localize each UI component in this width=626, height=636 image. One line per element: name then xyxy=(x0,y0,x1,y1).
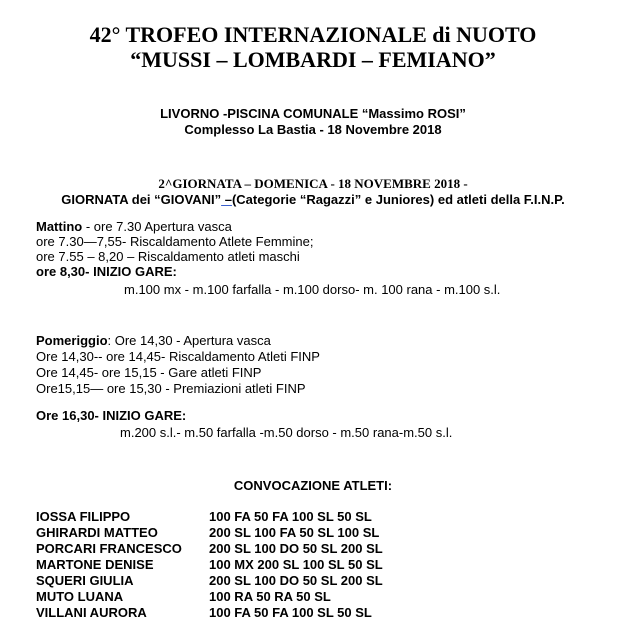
day-subheading-dash: – xyxy=(221,192,232,207)
document-title-line1: 42° TROFEO INTERNAZIONALE di NUOTO xyxy=(89,22,537,47)
day-heading: 2^GIORNATA – DOMENICA - 18 NOVEMBRE 2018 - xyxy=(158,176,468,191)
morning-start-prefix: or xyxy=(36,264,49,279)
document-title-line2: “MUSSI – LOMBARDI – FEMIANO” xyxy=(130,47,496,72)
day-subheading-prefix: GIORNATA dei xyxy=(61,192,155,207)
athlete-events: 200 SL 100 DO 50 SL 200 SL xyxy=(209,573,383,588)
morning-line1-rest: - ore 7.30 Apertura vasca xyxy=(82,219,232,234)
athlete-events: 100 RA 50 RA 50 SL xyxy=(209,589,331,604)
afternoon-line1-rest: : Ore 14,30 - Apertura vasca xyxy=(107,333,271,348)
athlete-name: GHIRARDI MATTEO xyxy=(36,525,158,540)
athlete-name: VILLANI AURORA xyxy=(36,605,147,620)
morning-line1 xyxy=(36,219,232,234)
athlete-name: SQUERI GIULIA xyxy=(36,573,134,588)
morning-start xyxy=(36,264,177,279)
afternoon-line4: Ore15,15— ore 15,30 - Premiazioni atleti FINP xyxy=(36,381,306,396)
afternoon-label: Pomeriggio xyxy=(36,333,108,348)
morning-line2: ore 7.30—7,55- Riscaldamento Atlete Femmine; xyxy=(36,234,314,249)
athlete-events: 200 SL 100 FA 50 SL 100 SL xyxy=(209,525,380,540)
athlete-name: MUTO LUANA xyxy=(36,589,124,604)
afternoon-line2: Ore 14,30-- ore 14,45- Riscaldamento Atleti FINP xyxy=(36,349,320,364)
athlete-name: IOSSA FILIPPO xyxy=(36,509,131,524)
morning-line3: ore 7.55 – 8,20 – Riscaldamento atleti maschi xyxy=(36,249,300,264)
athlete-events: 100 FA 50 FA 100 SL 50 SL xyxy=(209,605,372,620)
athlete-name: PORCARI FRANCESCO xyxy=(36,541,182,556)
day-subheading-rest: (Categorie “Ragazzi” e Juniores) ed atleti della F.I.N.P. xyxy=(231,192,565,207)
afternoon-events: m.200 s.l.- m.50 farfalla -m.50 dorso - m.50 rana-m.50 s.l. xyxy=(120,425,453,440)
afternoon-start: Ore 16,30- INIZIO GARE: xyxy=(36,408,187,423)
athlete-events: 200 SL 100 DO 50 SL 200 SL xyxy=(209,541,383,556)
day-subheading xyxy=(0,192,626,207)
afternoon-line1 xyxy=(36,333,271,348)
morning-events: m.100 mx - m.100 farfalla - m.100 dorso- m. 100 rana - m.100 s.l. xyxy=(124,282,501,297)
afternoon-line3: Ore 14,45- ore 15,15 - Gare atleti FINP xyxy=(36,365,262,380)
day-subheading-giovani: “GIOVANI” xyxy=(154,192,222,207)
venue-line1: LIVORNO -PISCINA COMUNALE “Massimo ROSI” xyxy=(160,106,466,121)
venue-line2: Complesso La Bastia - 18 Novembre 2018 xyxy=(184,122,442,137)
convocation-heading: CONVOCAZIONE ATLETI: xyxy=(233,478,393,493)
morning-start-rest: e 8,30- INIZIO GARE: xyxy=(49,264,177,279)
morning-label: Mattino xyxy=(36,219,83,234)
athlete-name: MARTONE DENISE xyxy=(36,557,154,572)
athlete-events: 100 FA 50 FA 100 SL 50 SL xyxy=(209,509,372,524)
athlete-events: 100 MX 200 SL 100 SL 50 SL xyxy=(209,557,383,572)
